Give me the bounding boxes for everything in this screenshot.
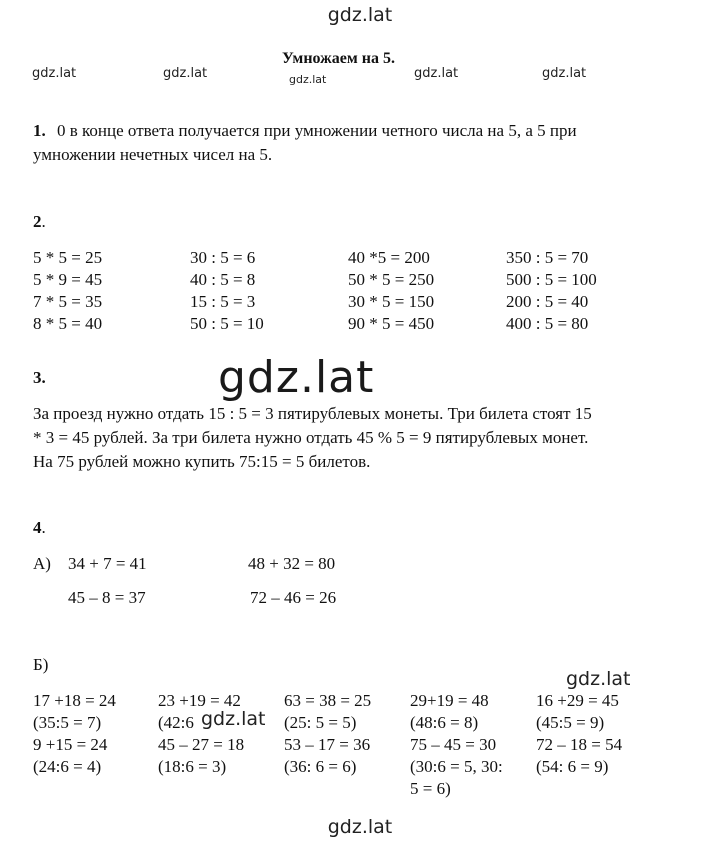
equation: 29+19 = 48	[410, 691, 489, 710]
task4-b-column-3	[284, 690, 371, 778]
task3-line2: * 3 = 45 рублей. За три билета нужно отдать 45 % 5 = 9 пятирублевых монет.	[33, 428, 589, 447]
task2-number: 2.	[33, 212, 46, 231]
equation: 30 * 5 = 150	[348, 292, 435, 311]
equation: 5 * 5 = 25	[33, 248, 103, 267]
equation: (45:5 = 9)	[536, 713, 605, 732]
equation: 5 = 6)	[410, 779, 451, 798]
task4-b-column-5	[536, 690, 622, 778]
equation: 72 – 18 = 54	[536, 735, 623, 754]
task4-number-value: 4	[33, 518, 42, 537]
watermark-big: gdz.lat	[218, 352, 375, 403]
equation: 8 * 5 = 40	[33, 314, 103, 333]
equation: 50 * 5 = 250	[348, 270, 435, 289]
equation: 5 * 9 = 45	[33, 270, 103, 289]
equation: 45 – 8 = 37	[68, 588, 146, 607]
task2-column-2	[190, 247, 264, 335]
task4-part-b-label: Б)	[33, 655, 49, 674]
watermark-small: gdz.lat	[289, 73, 327, 86]
equation: (18:6 = 3)	[158, 757, 227, 776]
watermark-small: gdz.lat	[542, 66, 587, 81]
equation: (30:6 = 5, 30:	[410, 757, 503, 776]
equation: 17 +18 = 24	[33, 691, 116, 710]
task4-number: 4.	[33, 518, 46, 537]
equation: 15 : 5 = 3	[190, 292, 256, 311]
equation: 7 * 5 = 35	[33, 292, 103, 311]
task4-b-column-4	[410, 690, 503, 800]
watermark-small: gdz.lat	[32, 66, 77, 81]
equation: 34 + 7 = 41	[68, 554, 147, 573]
equation: 23 +19 = 42	[158, 691, 241, 710]
task2-column-1	[33, 247, 102, 335]
watermark-inline: gdz.lat	[201, 708, 266, 730]
equation: 500 : 5 = 100	[506, 270, 597, 289]
equation: 63 = 38 = 25	[284, 691, 372, 710]
equation: (36: 6 = 6)	[284, 757, 357, 776]
equation: 75 – 45 = 30	[410, 735, 497, 754]
equation: 48 + 32 = 80	[248, 554, 336, 573]
task4-b-column-1	[33, 690, 116, 778]
task2-column-3	[348, 247, 434, 335]
watermark-small: gdz.lat	[414, 66, 459, 81]
watermark-small: gdz.lat	[163, 66, 208, 81]
equation: 45 – 27 = 18	[158, 735, 245, 754]
task1-line2: умножении нечетных чисел на 5.	[33, 145, 273, 164]
task2-number-value: 2	[33, 212, 42, 231]
task3-line3: На 75 рублей можно купить 75:15 = 5 билетов.	[33, 452, 371, 471]
equation: (42:6	[158, 713, 194, 732]
page-title: Умножаем на 5.	[282, 50, 395, 67]
task4-part-a-label: А)	[33, 554, 51, 573]
watermark-right: gdz.lat	[566, 668, 631, 690]
equation: 40 : 5 = 8	[190, 270, 256, 289]
watermark-top: gdz.lat	[327, 4, 393, 26]
equation: 400 : 5 = 80	[506, 314, 589, 333]
equation: 200 : 5 = 40	[506, 292, 589, 311]
task2-column-4	[506, 247, 597, 335]
equation: (35:5 = 7)	[33, 713, 102, 732]
equation: (54: 6 = 9)	[536, 757, 609, 776]
equation: (24:6 = 4)	[33, 757, 102, 776]
equation: 53 – 17 = 36	[284, 735, 371, 754]
equation: 40 *5 = 200	[348, 248, 430, 267]
task3-number: 3.	[33, 368, 46, 387]
equation: 9 +15 = 24	[33, 735, 108, 754]
task1-number: 1.	[33, 121, 46, 140]
equation: 350 : 5 = 70	[506, 248, 589, 267]
equation: 72 – 46 = 26	[250, 588, 337, 607]
task1-line1: 0 в конце ответа получается при умножении четного числа на 5, а 5 при	[57, 121, 577, 140]
equation: 50 : 5 = 10	[190, 314, 264, 333]
equation: 16 +29 = 45	[536, 691, 619, 710]
task4-b-column-2	[158, 690, 244, 778]
equation: 90 * 5 = 450	[348, 314, 435, 333]
watermark-bottom: gdz.lat	[327, 816, 393, 838]
equation: 30 : 5 = 6	[190, 248, 256, 267]
equation: (25: 5 = 5)	[284, 713, 357, 732]
equation: (48:6 = 8)	[410, 713, 479, 732]
task3-line1: За проезд нужно отдать 15 : 5 = 3 пятирублевых монеты. Три билета стоят 15	[33, 404, 592, 423]
